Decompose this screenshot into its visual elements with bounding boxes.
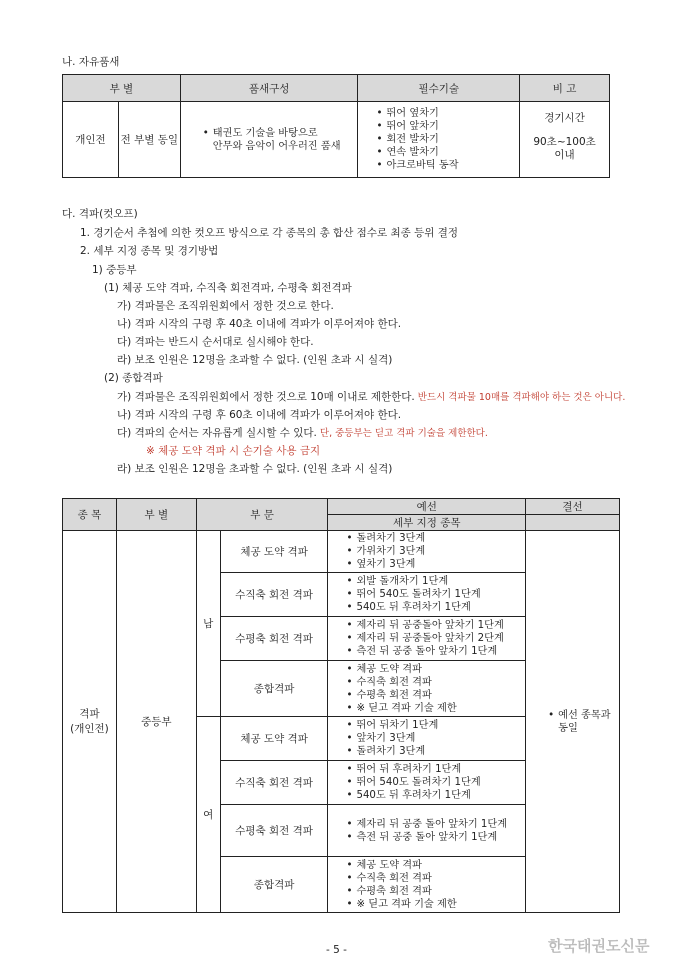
event-item: • 수직축 회전 격파 (356, 872, 525, 885)
event-item: • 540도 뒤 후려차기 1단계 (356, 601, 525, 614)
event-item: • 수평축 회전 격파 (356, 885, 525, 898)
item-2: 2. 세부 지정 종목 및 경기방법 (80, 245, 219, 257)
cell-composition (180, 102, 358, 178)
items-list (342, 663, 525, 715)
items-list (342, 818, 525, 844)
rule-da-2 (117, 425, 488, 440)
cell-event: 격파 (개인전) (63, 531, 117, 913)
event-item: • 앞차기 3단계 (356, 732, 525, 745)
cell-gender-male: 남 (196, 531, 220, 717)
freestyle-table (62, 74, 610, 178)
event-item: • 측전 뒤 공중 돌아 앞차기 1단계 (356, 831, 525, 844)
event-item: • 뛰어 뒤차기 1단계 (356, 719, 525, 732)
cell-items (328, 805, 526, 857)
sub-combined: (2) 종합격파 (104, 372, 163, 384)
rule-ga-2-red: 반드시 격파물 10매를 격파해야 하는 것은 아니다. (414, 392, 626, 403)
event-item: • ※ 딛고 격파 기술 제한 (356, 702, 525, 715)
event-item: • 제자리 뒤 공중돌아 앞차기 2단계 (356, 632, 525, 645)
event-item: • 540도 뒤 후려차기 1단계 (356, 789, 525, 802)
items-list (342, 763, 525, 802)
section-title-freestyle: 나. 자유품새 (62, 56, 120, 68)
skill-item: • 뛰어 옆차기 (386, 107, 519, 120)
cell-items (328, 717, 526, 761)
cell-note (520, 102, 610, 178)
event-item: • 뛰어 뒤 후려차기 1단계 (356, 763, 525, 776)
header-note: 비 고 (520, 75, 610, 102)
rule-da-1: 다) 격파는 반드시 순서대로 실시해야 한다. (117, 336, 314, 348)
cell-items (328, 573, 526, 617)
final-note: • 예선 종목과 동일 (558, 709, 619, 735)
event-item: • 옆차기 3단계 (356, 558, 525, 571)
items-list (342, 575, 525, 614)
note-line1: 경기시간 (544, 112, 585, 124)
rule-na-2: 나) 격파 시작의 구령 후 60초 이내에 격파가 이루어져야 한다. (117, 409, 402, 421)
header-category: 부 문 (196, 499, 328, 531)
event-item: • 외발 돌개차기 1단계 (356, 575, 525, 588)
header-detail: 세부 지정 종목 (328, 515, 526, 531)
note-line3: 이내 (554, 149, 575, 161)
rule-da-2-text: 다) 격파의 순서는 자유롭게 실시할 수 있다. (117, 427, 317, 439)
rule-ga-2-text: 가) 격파물은 조직위원회에서 정한 것으로 10매 이내로 제한한다. (117, 391, 415, 403)
event-item: • 제자리 뒤 공중돌아 앞차기 1단계 (356, 619, 525, 632)
cell-category: 체공 도약 격파 (220, 531, 328, 573)
cell-items (328, 857, 526, 913)
cell-items (328, 531, 526, 573)
composition-text: • 태권도 기술을 바탕으로 안무와 음악이 어우러진 품새 (213, 127, 358, 153)
rule-da-2-red: 단, 중등부는 딛고 격파 기술을 제한한다. (316, 428, 488, 439)
cell-category: 수평축 회전 격파 (220, 617, 328, 661)
breaking-table (62, 498, 620, 913)
header-event: 종 목 (63, 499, 117, 531)
skill-item: • 뛰어 앞차기 (386, 120, 519, 133)
rule-ra-2: 라) 보조 인원은 12명을 초과할 수 없다. (인원 초과 시 실격) (117, 463, 393, 475)
cell-skills (358, 102, 520, 178)
event-item: • 체공 도약 격파 (356, 859, 525, 872)
skill-item: • 연속 발차기 (386, 146, 519, 159)
rule-na-1: 나) 격파 시작의 구령 후 40초 이내에 격파가 이루어져야 한다. (117, 318, 402, 330)
event-item: • 뛰어 540도 돌려차기 1단계 (356, 776, 525, 789)
header-division: 부 별 (63, 75, 181, 102)
cell-individual: 개인전 (63, 102, 119, 178)
note-line2: 90초~100초 (533, 136, 596, 148)
skill-item: • 아크로바틱 동작 (386, 159, 519, 172)
header-composition: 품새구성 (180, 75, 358, 102)
skill-item: • 회전 발차기 (386, 133, 519, 146)
event-item: • 뛰어 540도 돌려차기 1단계 (356, 588, 525, 601)
event-item: • 수직축 회전 격파 (356, 676, 525, 689)
cell-category: 체공 도약 격파 (220, 717, 328, 761)
event-item: • 체공 도약 격파 (356, 663, 525, 676)
rule-ga-2 (117, 389, 625, 404)
rule-ra-1: 라) 보조 인원은 12명을 초과할 수 없다. (인원 초과 시 실격) (117, 354, 393, 366)
cell-category: 종합격파 (220, 857, 328, 913)
cell-category: 수직축 회전 격파 (220, 573, 328, 617)
cell-category: 수직축 회전 격파 (220, 761, 328, 805)
event-item: • 측전 뒤 공중 돌아 앞차기 1단계 (356, 645, 525, 658)
item-1: 1. 경기순서 추첨에 의한 컷오프 방식으로 각 종목의 총 합산 점수로 최종 등위 결정 (80, 227, 458, 239)
cell-category: 수평축 회전 격파 (220, 805, 328, 857)
event-item: • 제자리 뒤 공중 돌아 앞차기 1단계 (356, 818, 525, 831)
cell-items (328, 661, 526, 717)
header-division: 부 별 (116, 499, 196, 531)
skills-list (372, 107, 519, 172)
breaking-table-body (63, 531, 620, 913)
event-item: • 돌려차기 3단계 (356, 745, 525, 758)
cell-gender-female: 여 (196, 717, 220, 913)
event-item: • ※ 딛고 격파 기술 제한 (356, 898, 525, 911)
event-item: • 수평축 회전 격파 (356, 689, 525, 702)
cell-final (526, 531, 620, 913)
header-prelim: 예선 (328, 499, 526, 515)
cell-division: 중등부 (116, 531, 196, 913)
items-list (342, 719, 525, 758)
watermark: 한국태권도신문 (548, 937, 650, 955)
header-final: 결선 (526, 499, 620, 515)
rule-note-hand: ※ 체공 도약 격파 시 손기술 사용 금지 (146, 445, 321, 457)
section-title-breaking: 다. 격파(컷오프) (62, 208, 138, 220)
items-list (342, 532, 525, 571)
rule-ga-1: 가) 격파물은 조직위원회에서 정한 것으로 한다. (117, 300, 334, 312)
header-skills: 필수기술 (358, 75, 520, 102)
cell-items (328, 617, 526, 661)
items-list (342, 619, 525, 658)
cell-items (328, 761, 526, 805)
event-item: • 가위차기 3단계 (356, 545, 525, 558)
cell-category: 종합격파 (220, 661, 328, 717)
event-item: • 돌려차기 3단계 (356, 532, 525, 545)
final-list (544, 709, 619, 735)
sub-events: (1) 체공 도약 격파, 수직축 회전격파, 수평축 회전격파 (104, 282, 352, 294)
items-list (342, 859, 525, 911)
header-final-blank (526, 515, 620, 531)
cell-all-divisions: 전 부별 동일 (118, 102, 180, 178)
sub-middle-school: 1) 중등부 (92, 264, 137, 276)
page-number: - 5 - (326, 944, 347, 956)
